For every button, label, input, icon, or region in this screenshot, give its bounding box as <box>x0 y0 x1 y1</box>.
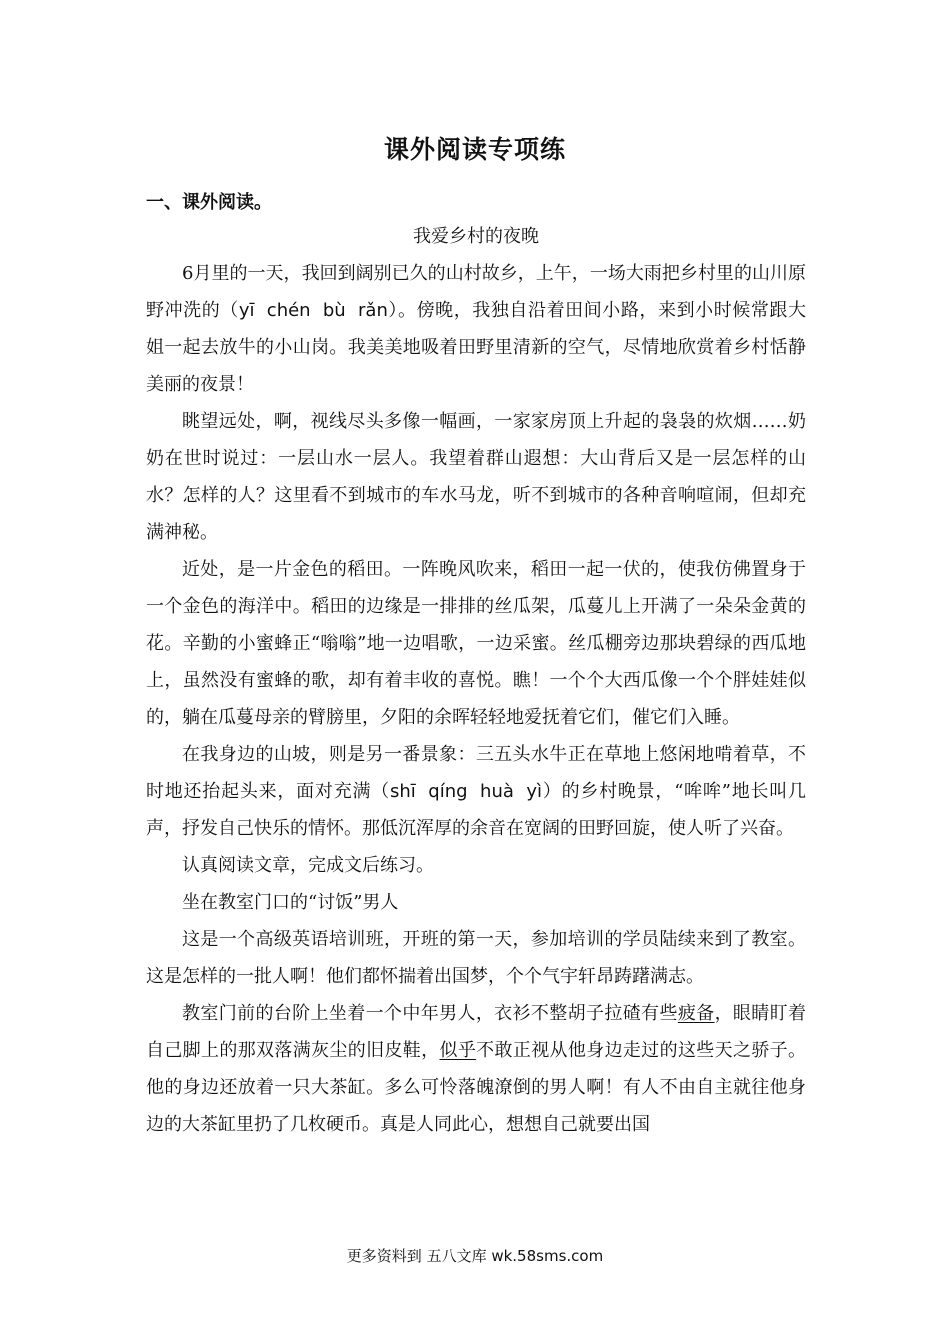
passage1-p1-text-a: 6月里的一天，我回到阔别已久的山村故乡，上午，一场大雨把乡村里的山川原野冲洗的（ <box>146 263 806 321</box>
pinyin-blank-1: yī chén bù rǎn <box>238 300 388 321</box>
footer-watermark: 更多资料到 五八文库 wk.58sms.com <box>346 1247 604 1265</box>
passage1-p4-text-a: 在我身边的山坡，则是另一番景象：三五头水牛正在草地上悠闲地啃着草，不时地还抬起头来，面对充满（ <box>146 744 806 802</box>
passage2-p2-text-c: 不敢正视从他身边走过的这些天之骄子。他的身边还放着一只大茶缸。多么可怜落魄潦倒的男人啊！有人不由自主就往他身边的大茶缸里扔了几枚硬币。真是人同此心，想想自己就要出国 <box>146 1040 806 1135</box>
document-title: 课外阅读专项练 <box>383 135 566 164</box>
document-body <box>146 218 806 1143</box>
passage2-paragraph-1: 这是一个高级英语培训班，开班的第一天，参加培训的学员陆续来到了教室。这是怎样的一批人啊！他们都怀揣着出国梦，个个气宇轩昂踌躇满志。 <box>146 929 806 987</box>
passage2-p2-text-a: 教室门前的台阶上坐着一个中年男人，衣衫不整胡子拉碴有些 <box>182 1003 678 1024</box>
passage2-title: 坐在教室门口的“讨饭”男人 <box>182 892 399 913</box>
underlined-word-2: 似乎 <box>439 1040 477 1061</box>
passage1-paragraph-3: 近处，是一片金色的稻田。一阵晚风吹来，稻田一起一伏的，使我仿佛置身于一个金色的海洋中。稻田的边缘是一排排的丝瓜架，瓜蔓儿上开满了一朵朵金黄的花。辛勤的小蜜蜂正“嗡嗡”地一边唱歌，一边采蜜。丝瓜棚旁边那块碧绿的西瓜地上，虽然没有蜜蜂的歌，却有着丰收的喜悦。瞧！一个个大西瓜像一个个胖娃娃似的，躺在瓜蔓母亲的臂膀里，夕阳的余晖轻轻地爱抚着它们，催它们入睡。 <box>146 559 806 728</box>
underlined-word-1: 疲备 <box>677 1003 715 1024</box>
passage1-paragraph-2: 眺望远处，啊，视线尽头多像一幅画，一家家房顶上升起的袅袅的炊烟……奶奶在世时说过：一层山水一层人。我望着群山遐想：大山背后又是一层怎样的山水？怎样的人？这里看不到城市的车水马龙，听不到城市的各种音响喧闹，但却充满神秘。 <box>146 411 806 543</box>
pinyin-blank-2: shī qíng huà yì <box>390 781 543 802</box>
instruction-text: 认真阅读文章，完成文后练习。 <box>182 855 434 876</box>
passage1-title: 我爱乡村的夜晚 <box>413 226 539 247</box>
section-heading: 一、课外阅读。 <box>146 192 272 213</box>
passage2-p2-text-b: ，眼睛盯着自己脚上的那双落满灰尘的旧皮鞋， <box>146 1003 807 1061</box>
passage1-paragraph-1 <box>146 255 806 403</box>
passage1-p1-text-b: ）。傍晚，我独自沿着田间小路，来到小时候常跟大姐一起去放牛的小山岗。我美美地吸着田野里清新的空气，尽情地欣赏着乡村恬静美丽的夜景！ <box>146 300 807 395</box>
passage1-p4-text-b: ）的乡村晚景，“哞哞”地长叫几声，抒发自己快乐的情怀。那低沉浑厚的余音在宽阔的田野回旋，使人听了兴奋。 <box>146 781 807 839</box>
passage2-paragraph-2 <box>146 995 806 1143</box>
passage1-paragraph-4 <box>146 736 806 847</box>
